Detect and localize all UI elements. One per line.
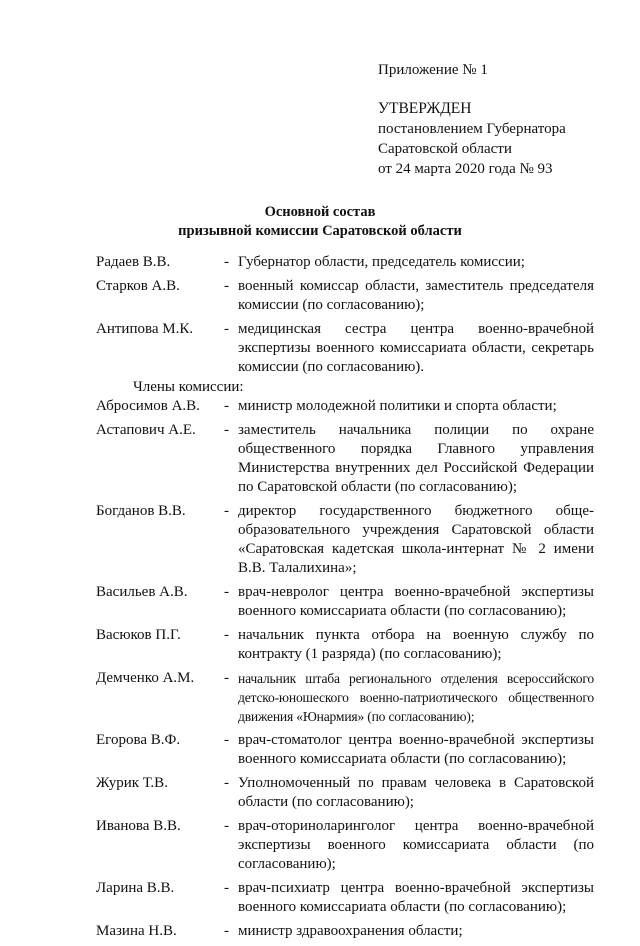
dash: - bbox=[224, 880, 229, 896]
approved-line: от 24 марта 2020 года № 93 bbox=[378, 161, 553, 177]
person-name: Демченко А.М. bbox=[96, 670, 195, 686]
leadership-list bbox=[96, 253, 594, 382]
person-name: Антипова М.К. bbox=[96, 321, 194, 337]
leadership-row bbox=[96, 320, 594, 377]
person-role: заместитель начальника полиции по охране общественного порядка Главного управления Министерства внутренних дел Российской Федерации по Саратовской области (по согласованию); bbox=[238, 422, 594, 495]
person-role: начальник штаба регионального отделения всероссийского детско-юношеского военно-патриотического общественного движения «Юнармия» (по согласованию); bbox=[238, 671, 594, 724]
member-row bbox=[96, 626, 594, 664]
dash: - bbox=[224, 732, 229, 748]
dash: - bbox=[224, 254, 229, 270]
member-row bbox=[96, 879, 594, 917]
approved-line: постановлением Губернатора bbox=[378, 121, 566, 137]
person-name: Астапович А.Е. bbox=[96, 422, 196, 438]
person-name: Егорова В.Ф. bbox=[96, 732, 181, 748]
dash: - bbox=[224, 422, 229, 438]
person-role: начальник пункта отбора на военную службу по контракту (1 разряда) (по согласованию); bbox=[238, 627, 594, 662]
member-row bbox=[96, 669, 594, 726]
person-name: Васильев А.В. bbox=[96, 584, 188, 600]
member-row bbox=[96, 817, 594, 874]
person-role: Губернатор области, председатель комиссии; bbox=[238, 254, 525, 270]
dash: - bbox=[224, 321, 229, 337]
dash: - bbox=[224, 775, 229, 791]
leadership-row bbox=[96, 253, 594, 272]
person-role: директор государственного бюджетного обще-образовательного учреждения Саратовской области «Саратовская кадетская школа-интернат № 2 имени В.В. Талалихина»; bbox=[238, 503, 594, 576]
member-row bbox=[96, 774, 594, 812]
person-name: Журик Т.В. bbox=[96, 775, 168, 791]
person-name: Ларина В.В. bbox=[96, 880, 175, 896]
title-line-2: призывной комиссии Саратовской области bbox=[178, 223, 462, 239]
approval-block bbox=[378, 99, 566, 179]
dash: - bbox=[224, 584, 229, 600]
person-name: Радаев В.В. bbox=[96, 254, 171, 270]
person-role: министр молодежной политики и спорта области; bbox=[238, 398, 557, 414]
person-role: медицинская сестра центра военно-врачебной экспертизы военного комиссариата области, секретарь комиссии (по согласованию). bbox=[238, 321, 594, 375]
member-row bbox=[96, 583, 594, 621]
member-row bbox=[96, 421, 594, 497]
members-label: Члены комиссии: bbox=[133, 379, 244, 395]
dash: - bbox=[224, 670, 229, 686]
dash: - bbox=[224, 503, 229, 519]
person-name: Старков А.В. bbox=[96, 278, 180, 294]
person-role: врач-психиатр центра военно-врачебной экспертизы военного комиссариата области (по согласованию); bbox=[238, 880, 594, 915]
person-role: врач-оториноларинголог центра военно-врачебной экспертизы военного комиссариата области (по согласованию); bbox=[238, 818, 594, 872]
person-role: министр здравоохранения области; bbox=[238, 923, 463, 939]
dash: - bbox=[224, 627, 229, 643]
person-name: Иванова В.В. bbox=[96, 818, 181, 834]
person-role: Уполномоченный по правам человека в Саратовской области (по согласованию); bbox=[238, 775, 594, 810]
person-role: врач-невролог центра военно-врачебной экспертизы военного комиссариата области (по согласованию); bbox=[238, 584, 594, 619]
leadership-row bbox=[96, 277, 594, 315]
person-name: Мазина Н.В. bbox=[96, 923, 177, 939]
members-list bbox=[96, 397, 594, 946]
person-name: Богданов В.В. bbox=[96, 503, 186, 519]
dash: - bbox=[224, 818, 229, 834]
approved-line: Саратовской области bbox=[378, 141, 512, 157]
dash: - bbox=[224, 398, 229, 414]
person-name: Васюков П.Г. bbox=[96, 627, 181, 643]
appendix-label: Приложение № 1 bbox=[378, 62, 488, 78]
person-role: врач-стоматолог центра военно-врачебной экспертизы военного комиссариата области (по согласованию); bbox=[238, 732, 594, 767]
dash: - bbox=[224, 278, 229, 294]
member-row bbox=[96, 922, 594, 941]
member-row bbox=[96, 731, 594, 769]
dash: - bbox=[224, 923, 229, 939]
approved-title: УТВЕРЖДЕН bbox=[378, 100, 472, 117]
member-row bbox=[96, 502, 594, 578]
document-title bbox=[0, 203, 640, 241]
title-line-1: Основной состав bbox=[264, 204, 376, 220]
person-name: Абросимов А.В. bbox=[96, 398, 200, 414]
member-row bbox=[96, 397, 594, 416]
person-role: военный комиссар области, заместитель председателя комиссии (по согласованию); bbox=[238, 278, 594, 313]
